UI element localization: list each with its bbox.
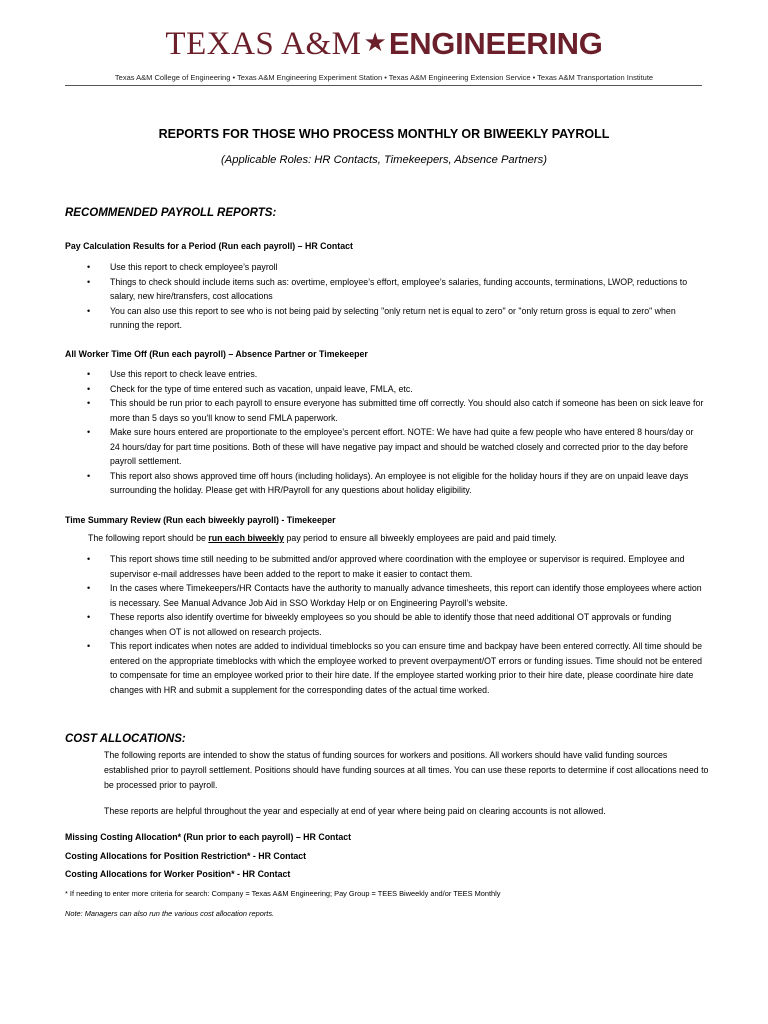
star-icon: ★ <box>363 28 387 58</box>
worker-time-off-list <box>65 367 705 498</box>
list-item: • This report indicates when notes are added to individual timeblocks so you can ensure time and backpay have been entered correctly. All time should be entered on the appropriate timeblocks with which the employee worked to prevent overpayment/OT errors or funding issues. Time should not be entered to compensate for time an employee worked prior to their hire date. If the employee started working prior to their hire date, please coordinate hire date changes with HR and submit a supplement for the corresponding dates of the actual time worked. <box>65 639 705 697</box>
logo-text-engineering: ENGINEERING <box>388 26 603 61</box>
pay-calculation-heading: Pay Calculation Results for a Period (Run each payroll) – HR Contact <box>65 241 353 251</box>
list-item: • You can also use this report to see who is not being paid by selecting "only return net is equal to zero" or "only return gross is equal to zero" when running the report. <box>65 304 705 333</box>
recommended-reports-heading: RECOMMENDED PAYROLL REPORTS: <box>65 207 277 219</box>
position-restriction-report: Costing Allocations for Position Restriction* - HR Contact <box>65 851 307 861</box>
cost-allocations-heading: COST ALLOCATIONS: <box>65 733 186 745</box>
time-summary-heading: Time Summary Review (Run each biweekly payroll) - Timekeeper <box>65 515 336 525</box>
list-item: • This report shows time still needing to be submitted and/or approved where coordination with the employee or supervisor is required. Employee and supervisor e-mail addresses have been added to the report to make it easier to contact them. <box>65 552 705 581</box>
list-item: • In the cases where Timekeepers/HR Contacts have the authority to manually advance timesheets, this report can identify those employees where action is necessary. See Manual Advance Job Aid in SSO Workday Help or on Engineering Payroll’s website. <box>65 581 705 610</box>
list-item: • Things to check should include items such as: overtime, employee’s effort, employee’s salaries, funding accounts, terminations, LWOP, reductions to salary, new hire/transfers, cost allocations <box>65 275 705 304</box>
document-title: REPORTS FOR THOSE WHO PROCESS MONTHLY OR BIWEEKLY PAYROLL <box>158 127 610 141</box>
list-item: • Check for the type of time entered such as vacation, unpaid leave, FMLA, etc. <box>65 382 705 397</box>
worker-time-off-heading: All Worker Time Off (Run each payroll) – Absence Partner or Timekeeper <box>65 349 368 359</box>
cost-allocations-paragraph-2: These reports are helpful throughout the year and especially at end of year where being paid on clearing accounts is not allowed. <box>104 806 606 816</box>
list-item: • Make sure hours entered are proportionate to the employee’s percent effort. NOTE: We have had quite a few people who have entered 8 hours/day or 24 hours/day for part time positions. Both of these will have negative pay impact and should be watched closely and corrected prior to the day before payroll settlement. <box>65 425 705 469</box>
time-summary-intro <box>88 531 708 546</box>
pay-calculation-list <box>65 260 705 333</box>
list-item: • Use this report to check employee’s payroll <box>65 260 705 275</box>
logo-text-texas-am: TEXAS A&M <box>165 26 362 62</box>
header-divider <box>65 85 702 86</box>
search-criteria-footnote: * If needing to enter more criteria for search: Company = Texas A&M Engineering; Pay Group = TEES Biweekly and/or TEES Monthly <box>65 889 501 898</box>
intro-emphasis: run each biweekly <box>208 533 285 543</box>
texas-am-engineering-logo <box>0 28 768 61</box>
list-item: • This should be run prior to each payroll to ensure everyone has submitted time off correctly. You should also catch if someone has been on sick leave for more than 5 days so you’ll know to send FMLA paperwork. <box>65 396 705 425</box>
missing-costing-report: Missing Costing Allocation* (Run prior to each payroll) – HR Contact <box>65 832 352 842</box>
applicable-roles: (Applicable Roles: HR Contacts, Timekeepers, Absence Partners) <box>221 154 547 166</box>
time-summary-list <box>65 552 705 697</box>
managers-note: Note: Managers can also run the various cost allocation reports. <box>65 909 275 918</box>
worker-position-report: Costing Allocations for Worker Position* - HR Contact <box>65 869 291 879</box>
agencies-line: Texas A&M College of Engineering • Texas A&M Engineering Experiment Station • Texas A&M Engineering Extension Service • Texas A&M Transportation Institute <box>114 73 654 82</box>
cost-allocations-paragraph: The following reports are intended to show the status of funding sources for workers and positions. All workers should have valid funding sources established prior to payroll settlement. Positions should have funding sources at all times. You can use these reports to determine if cost allocations need to be processed prior to payroll. <box>104 750 709 790</box>
list-item: • This report also shows approved time off hours (including holidays). An employee is not eligible for the holiday hours if they are on unpaid leave days surrounding the holiday. Please get with HR/Payroll for any questions about holiday eligibility. <box>65 469 705 498</box>
list-item: • These reports also identify overtime for biweekly employees so you should be able to identify those that need additional OT approvals or funding changes when OT is not allowed on research projects. <box>65 610 705 639</box>
intro-text: The following report should be <box>88 533 209 543</box>
intro-text: pay period to ensure all biweekly employees are paid and paid timely. <box>284 533 557 543</box>
list-item: • Use this report to check leave entries. <box>65 367 705 382</box>
